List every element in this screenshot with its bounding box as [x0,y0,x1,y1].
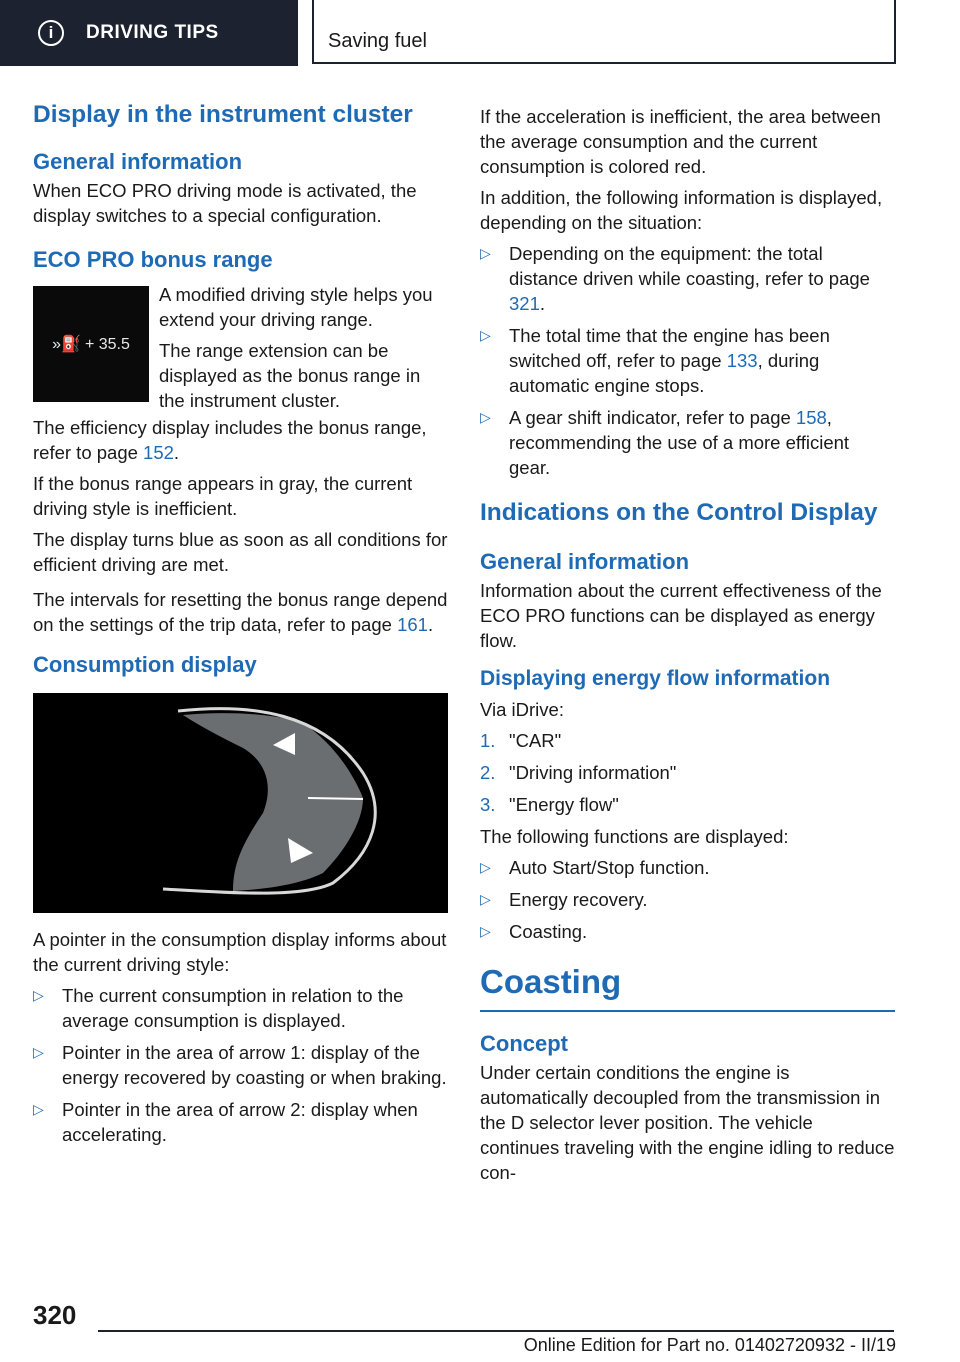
general-paragraph: When ECO PRO driving mode is activated, the display switches to a special configuration. [33,180,417,226]
page-link-161[interactable]: 161 [397,614,428,635]
heading-general-information: General information [33,149,243,174]
page-link-321[interactable]: 321 [509,293,540,314]
section-tab [0,0,298,66]
list-item: ▷ Auto Start/Stop function. [480,855,895,880]
section-title: DRIVING TIPS [86,22,219,43]
consumption-display-image [33,693,448,913]
bonus-range-block [33,274,448,415]
interval-paragraph: The intervals for resetting the bonus range depend on the settings of the trip data, refer to page 161. [33,589,448,635]
gray-paragraph: If the bonus range appears in gray, the current driving style is inefficient. [33,473,413,519]
list-item: ▷ Pointer in the area of arrow 1: display of the energy recovered by coasting or when braking. [33,1040,448,1090]
heading-consumption-display: Consumption display [33,652,257,677]
list-item: ▷ Coasting. [480,919,895,944]
list-item: 1. "CAR" [480,730,562,751]
footer-divider [98,1330,894,1332]
bonus-paragraph-2: The range extension can be displayed as the bonus range in the instrument cluster. [159,340,421,411]
list-item: ▷ Energy recovery. [480,887,895,912]
pointer-list [33,983,448,1147]
gauge-pointer [308,798,363,799]
inefficient-paragraph: If the acceleration is inefficient, the area between the average consumption and the current consumption is colored red. [480,106,881,177]
list-item: ▷ The current consumption in relation to the average consumption is displayed. [33,983,448,1033]
topic-title: Saving fuel [328,30,427,52]
functions-list [480,855,895,944]
info-icon: i [38,20,64,46]
page-link-152[interactable]: 152 [143,442,174,463]
consumption-gauge-graphic [33,693,448,913]
heading-concept: Concept [480,1031,568,1056]
gauge-shape [183,713,363,891]
heading-coasting: Coasting [480,962,895,1012]
functions-paragraph: The following functions are displayed: [480,826,789,847]
concept-paragraph: Under certain conditions the engine is automatically decoupled from the transmission in the D selector lever position. The vehicle continues traveling with the engine idling to reduce con- [480,1062,895,1183]
left-column [33,100,448,1155]
pointer-paragraph: A pointer in the consumption display informs about the current driving style: [33,929,447,975]
list-item: ▷ Depending on the equipment: the total distance driven while coasting, refer to page 321. [480,241,895,316]
list-item: 2. "Driving information" [480,762,677,783]
bonus-range-image [33,286,149,402]
page-link-158[interactable]: 158 [795,407,827,428]
right-column [480,104,895,1191]
list-item: ▷ Pointer in the area of arrow 2: display when accelerating. [33,1097,448,1147]
bonus-paragraph-1: A modified driving style helps you extend your driving range. [159,284,433,330]
heading-eco-pro-bonus-range: ECO PRO bonus range [33,247,273,272]
page-link-133[interactable]: 133 [726,350,758,371]
blue-paragraph: The display turns blue as soon as all conditions for efficient driving are met. [33,529,448,575]
idrive-paragraph: Via iDrive: [480,699,564,720]
edition-text: Online Edition for Part no. 01402720932 - II/19 [523,1335,896,1355]
heading-indications-control-display: Indications on the Control Display [480,499,878,526]
heading-general-information-right: General information [480,549,690,574]
situation-list [480,241,895,480]
topic-box [312,0,896,64]
page-number: 320 [33,1300,77,1330]
heading-energy-flow: Displaying energy flow information [480,667,831,690]
addition-paragraph: In addition, the following information is displayed, depending on the situation: [480,187,883,233]
list-item: ▷ A gear shift indicator, refer to page 158, recommending the use of a more efficient gear. [480,405,895,480]
steps-list [480,728,895,817]
page-header [0,0,960,66]
efficiency-paragraph: The efficiency display includes the bonus range, refer to page 152. [33,417,427,463]
general-paragraph-right: Information about the current effectiveness of the ECO PRO functions can be displayed as energy flow. [480,580,882,651]
list-item: ▷ The total time that the engine has been switched off, refer to page 133, during automatic engine stops. [480,323,895,398]
bonus-range-value: + 35.5 [84,335,130,353]
list-item: 3. "Energy flow" [480,794,619,815]
heading-display-instrument-cluster: Display in the instrument cluster [33,101,413,128]
fuel-pump-icon: »⛽ [52,335,81,353]
